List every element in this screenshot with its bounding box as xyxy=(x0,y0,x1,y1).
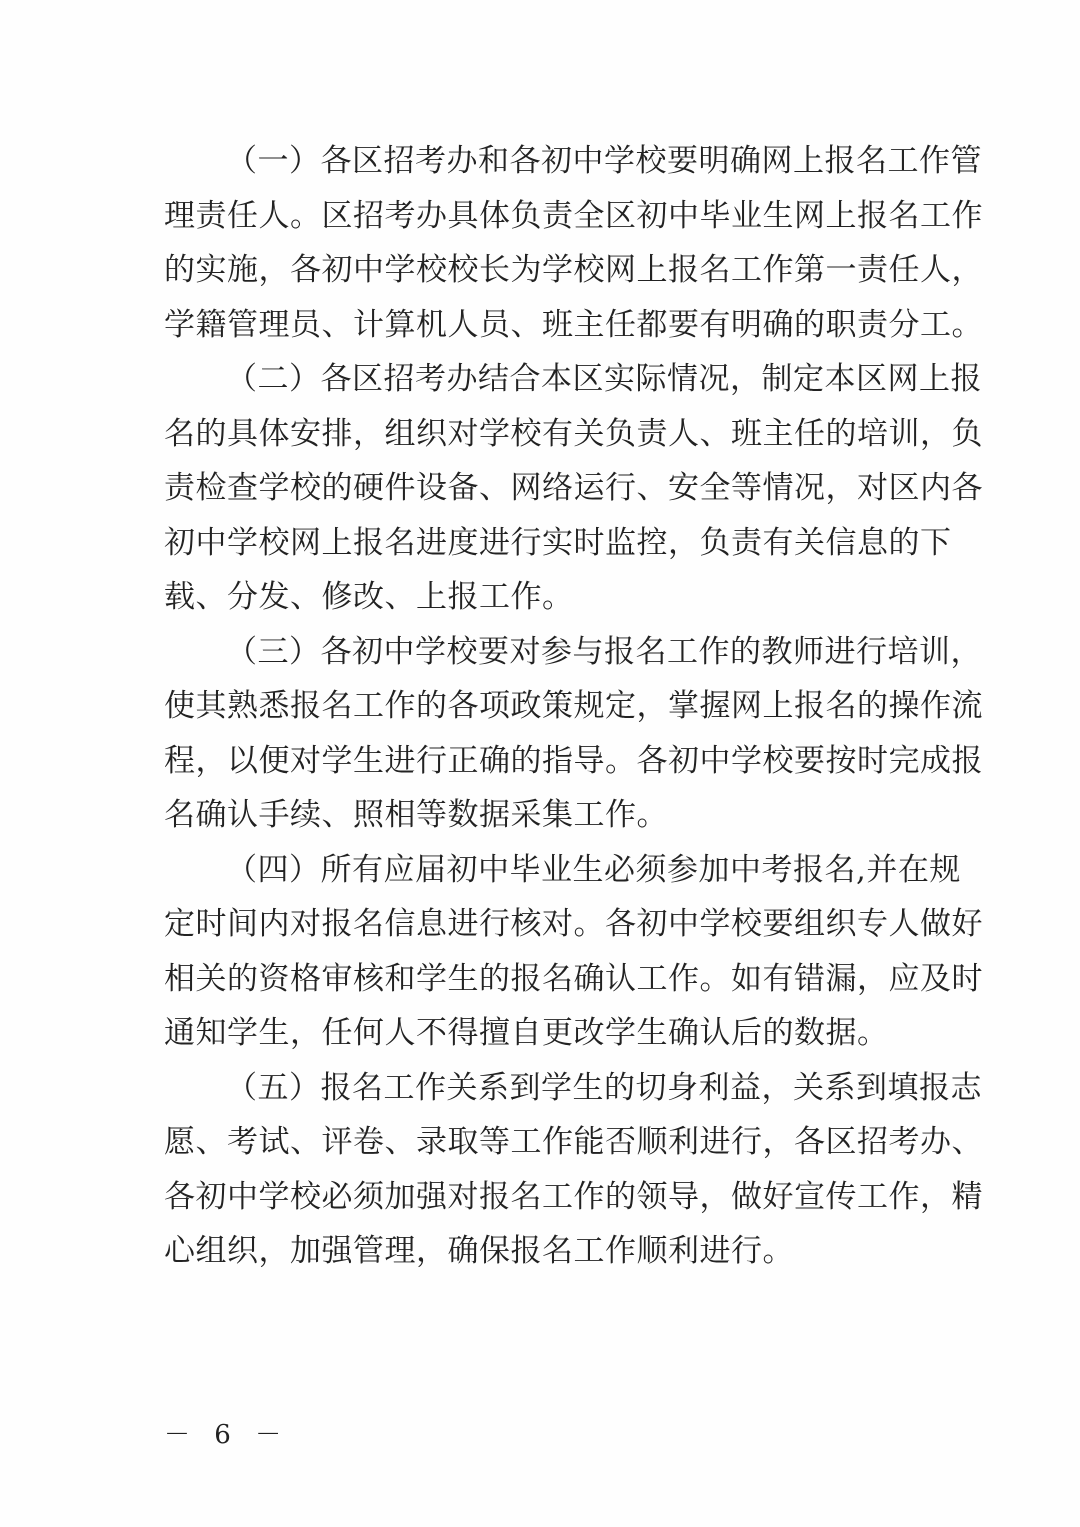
paragraph-line: 愿、考试、评卷、录取等工作能否顺利进行，各区招考办、 xyxy=(164,1124,983,1160)
paragraph-line: 程，以便对学生进行正确的指导。各初中学校要按时完成报 xyxy=(164,742,983,779)
paragraph-line: （三）各初中学校要对参与报名工作的教师进行培训， xyxy=(226,633,982,670)
paragraph-line: （四）所有应届初中毕业生必须参加中考报名,并在规 xyxy=(226,851,961,888)
paragraph-3 xyxy=(164,625,983,843)
paragraph-line: （五）报名工作关系到学生的切身利益，关系到填报志 xyxy=(226,1069,982,1106)
paragraph-line: 理责任人。区招考办具体负责全区初中毕业生网上报名工作 xyxy=(164,197,983,234)
paragraph-line: 各初中学校必须加强对报名工作的领导，做好宣传工作，精 xyxy=(164,1178,983,1215)
paragraph-line: 名确认手续、照相等数据采集工作。 xyxy=(164,797,668,833)
paragraph-line: （二）各区招考办结合本区实际情况，制定本区网上报 xyxy=(226,361,982,397)
paragraph-line: 心组织，加强管理，确保报名工作顺利进行。 xyxy=(164,1233,794,1269)
paragraph-line: 学籍管理员、计算机人员、班主任都要有明确的职责分工。 xyxy=(164,306,983,343)
paragraph-1 xyxy=(164,134,983,352)
paragraph-line: 使其熟悉报名工作的各项政策规定，掌握网上报名的操作流 xyxy=(164,688,983,724)
paragraph-line: 定时间内对报名信息进行核对。各初中学校要组织专人做好 xyxy=(164,906,983,942)
paragraph-line: 的实施，各初中学校校长为学校网上报名工作第一责任人， xyxy=(164,252,983,288)
paragraph-line: 名的具体安排，组织对学校有关负责人、班主任的培训，负 xyxy=(164,415,983,452)
paragraph-line: 责检查学校的硬件设备、网络运行、安全等情况，对区内各 xyxy=(164,470,983,506)
paragraph-line: 相关的资格审核和学生的报名确认工作。如有错漏，应及时 xyxy=(164,960,983,997)
paragraph-line: 载、分发、修改、上报工作。 xyxy=(164,579,574,615)
paragraph-line: （一）各区招考办和各初中学校要明确网上报名工作管 xyxy=(226,143,982,179)
page-number: － 6 － xyxy=(164,1420,290,1450)
paragraph-2 xyxy=(164,352,983,625)
paragraph-4 xyxy=(164,843,983,1061)
paragraph-line: 通知学生，任何人不得擅自更改学生确认后的数据。 xyxy=(164,1015,889,1051)
paragraph-5 xyxy=(164,1061,983,1279)
document-body xyxy=(164,134,983,1279)
paragraph-line: 初中学校网上报名进度进行实时监控，负责有关信息的下 xyxy=(164,524,952,561)
